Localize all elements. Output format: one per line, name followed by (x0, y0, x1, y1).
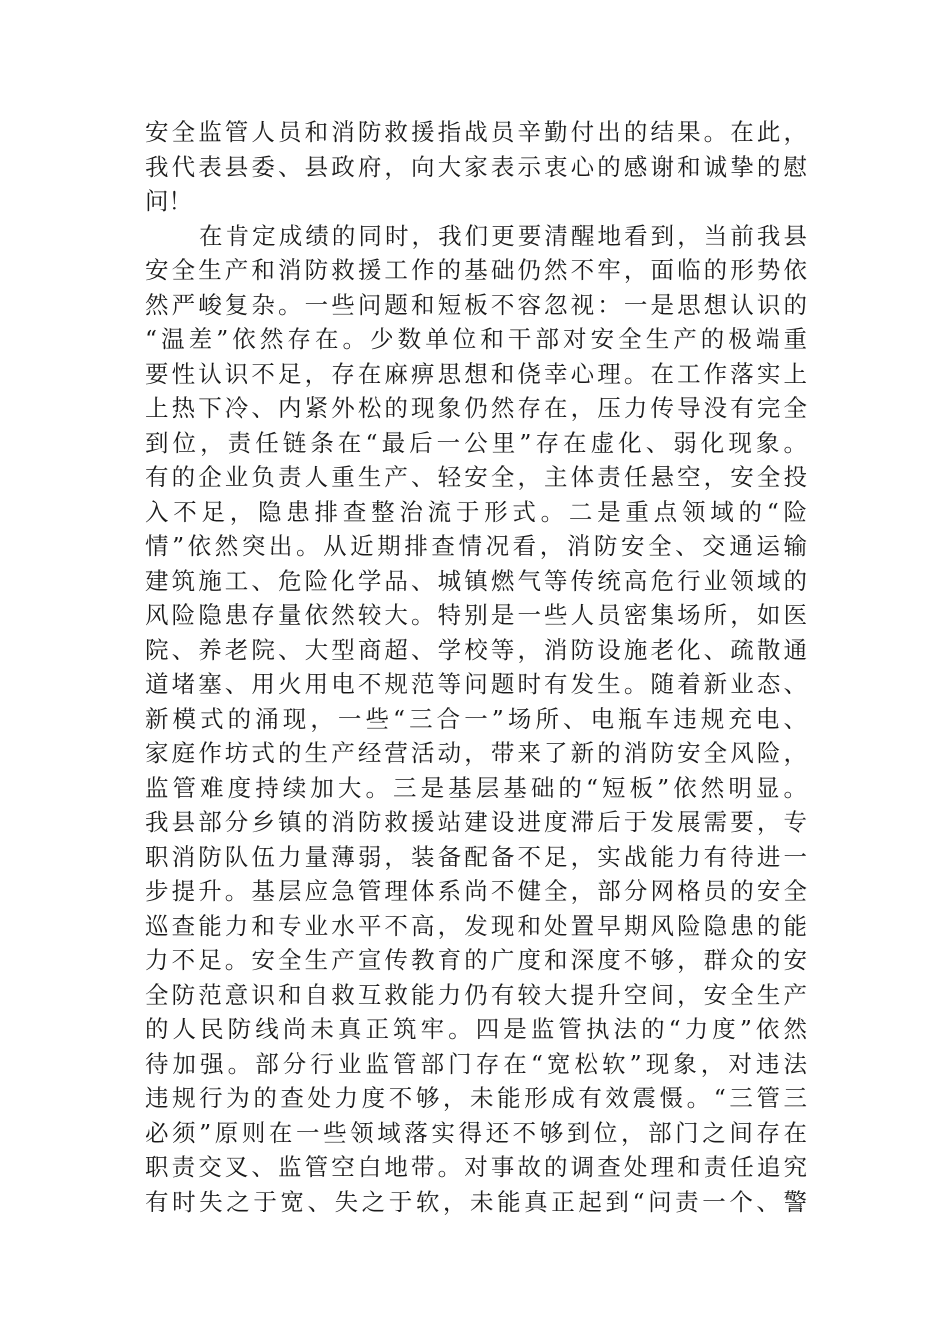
text-line: 家庭作坊式的生产经营活动，带来了新的消防安全风险， (145, 739, 807, 767)
text-line: 巡查能力和专业水平不高，发现和处置早期风险隐患的能 (145, 911, 807, 940)
text-line: 监管难度持续加大。三是基层基础的“短板”依然明显。 (145, 773, 807, 802)
body-text (145, 115, 807, 1219)
text-line: 有时失之于宽、失之于软，未能真正起到“问责一个、警 (145, 1187, 807, 1216)
paragraph-first-line: 在肯定成绩的同时，我们更要清醒地看到，当前我县 (199, 221, 807, 250)
text-line: 力不足。安全生产宣传教育的广度和深度不够，群众的安 (145, 946, 807, 974)
text-line: 安全生产和消防救援工作的基础仍然不牢，面临的形势依 (145, 256, 807, 284)
text-line: 情”依然突出。从近期排查情况看，消防安全、交通运输 (145, 532, 807, 560)
text-line: 道堵塞、用火用电不规范等问题时有发生。随着新业态、 (145, 670, 807, 698)
text-line: 问！ (145, 187, 192, 215)
text-line: 风险隐患存量依然较大。特别是一些人员密集场所，如医 (145, 601, 807, 629)
text-line: 有的企业负责人重生产、轻安全，主体责任悬空，安全投 (145, 463, 807, 491)
text-line: 待加强。部分行业监管部门存在“宽松软”现象，对违法 (145, 1049, 807, 1078)
text-line: 的人民防线尚未真正筑牢。四是监管执法的“力度”依然 (145, 1015, 807, 1043)
text-line: 建筑施工、危险化学品、城镇燃气等传统高危行业领域的 (145, 566, 807, 595)
text-line: 必须”原则在一些领域落实得还不够到位，部门之间存在 (145, 1118, 807, 1147)
text-line: 安全监管人员和消防救援指战员辛勤付出的结果。在此， (145, 118, 807, 146)
text-line: 职责交叉、监管空白地带。对事故的调查处理和责任追究 (145, 1153, 807, 1181)
text-line: “温差”依然存在。少数单位和干部对安全生产的极端重 (145, 325, 807, 353)
text-line: 院、养老院、大型商超、学校等，消防设施老化、疏散通 (145, 635, 807, 664)
text-line: 我代表县委、县政府，向大家表示衷心的感谢和诚挚的慰 (145, 152, 807, 181)
text-line: 步提升。基层应急管理体系尚不健全，部分网格员的安全 (145, 877, 807, 905)
text-line: 上热下冷、内紧外松的现象仍然存在，压力传导没有完全 (145, 394, 807, 422)
text-line: 然严峻复杂。一些问题和短板不容忽视：一是思想认识的 (145, 290, 807, 319)
text-line: 职消防队伍力量薄弱，装备配备不足，实战能力有待进一 (145, 842, 807, 871)
text-line: 要性认识不足，存在麻痹思想和侥幸心理。在工作落实上 (145, 359, 807, 388)
text-line: 新模式的涌现，一些“三合一”场所、电瓶车违规充电、 (145, 704, 807, 733)
text-line: 我县部分乡镇的消防救援站建设进度滞后于发展需要，专 (145, 808, 807, 836)
text-line: 全防范意识和自救互救能力仍有较大提升空间，安全生产 (145, 980, 807, 1009)
text-line: 到位，责任链条在“最后一公里”存在虚化、弱化现象。 (145, 428, 807, 457)
text-line: 入不足，隐患排查整治流于形式。二是重点领域的“险 (145, 497, 807, 526)
text-line: 违规行为的查处力度不够，未能形成有效震慑。“三管三 (145, 1084, 807, 1112)
